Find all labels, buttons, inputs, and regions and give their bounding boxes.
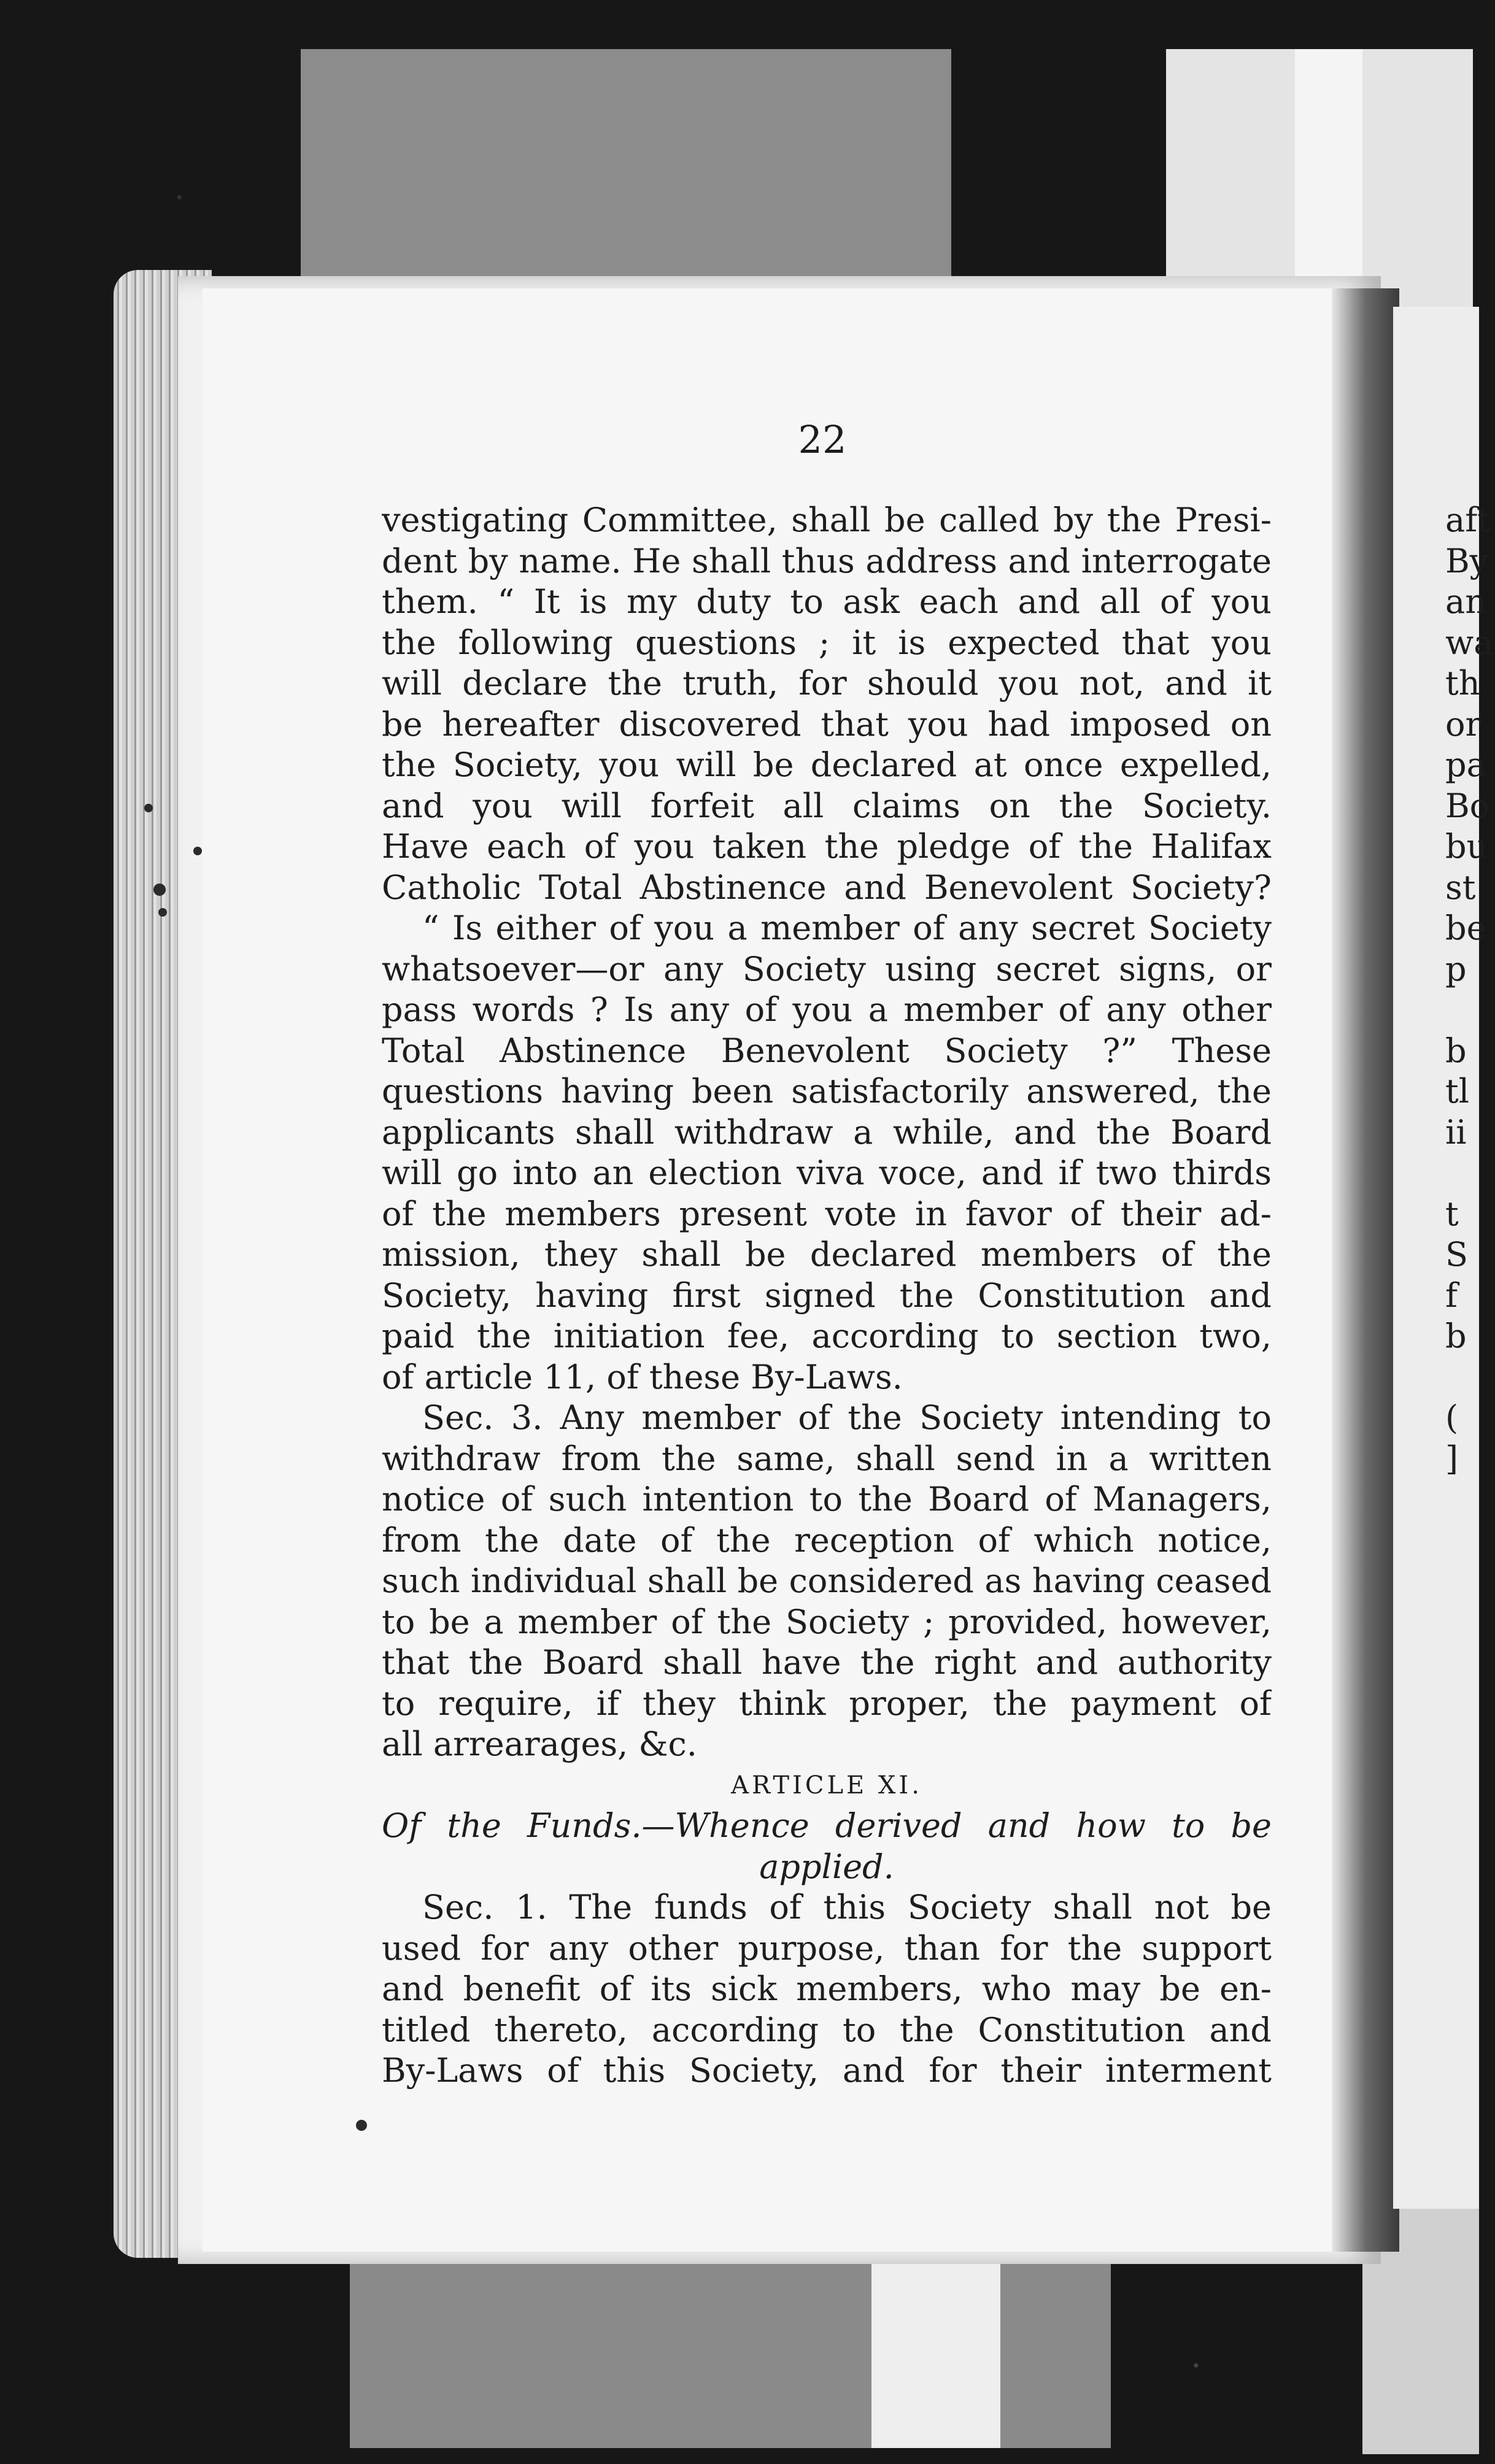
- text-line: “ Is either of you a member of any secret Society: [422, 909, 1272, 947]
- right-page-fragment: aft: [1445, 501, 1491, 539]
- text-line: Total Abstinence Benevolent Society ?” These: [382, 1031, 1272, 1070]
- background-stripe-bottom: [871, 2264, 1000, 2448]
- ink-stain: [356, 2120, 367, 2131]
- text-line: vestigating Committee, shall be called by the Presi-: [382, 501, 1272, 539]
- page-number: 22: [798, 417, 847, 462]
- text-line: dent by name. He shall thus address and interrogate: [382, 541, 1272, 580]
- right-page-fragment: (: [1445, 1398, 1459, 1437]
- text-line: Society, having first signed the Constitution and: [382, 1276, 1272, 1315]
- text-line: will declare the truth, for should you not, and it: [382, 664, 1272, 703]
- text-line: from the date of the reception of which notice,: [382, 1520, 1272, 1560]
- text-line: will go into an election viva voce, and if two thirds: [382, 1153, 1272, 1192]
- right-page-fragment: tl: [1445, 1072, 1469, 1111]
- text-line: Sec. 3. Any member of the Society intending to: [422, 1398, 1272, 1437]
- text-line: Catholic Total Abstinence and Benevolent Society?: [382, 868, 1272, 907]
- text-line: titled thereto, according to the Constitution and: [382, 2010, 1272, 2049]
- text-line: used for any other purpose, than for the support: [382, 1928, 1272, 1968]
- right-page-fragment: b: [1445, 1031, 1467, 1070]
- article-subheading-line: applied.: [759, 1847, 894, 1886]
- text-line: the Society, you will be declared at once expelled,: [382, 745, 1272, 784]
- right-page-fragment: [1445, 1153, 1494, 1194]
- text-line: of article 11, of these By-Laws.: [382, 1357, 903, 1396]
- right-page-fragment: bu: [1445, 827, 1488, 866]
- text-line: to be a member of the Society ; provided, however,: [382, 1602, 1272, 1641]
- text-line: and you will forfeit all claims on the Society.: [382, 786, 1272, 825]
- text-line: them. “ It is my duty to ask each and all of you: [382, 582, 1272, 621]
- text-line: be hereafter discovered that you had imposed on: [382, 704, 1272, 744]
- text-line: applicants shall withdraw a while, and the Board: [382, 1112, 1272, 1152]
- right-page-text-fragments: [1445, 500, 1494, 1479]
- ink-stain: [158, 908, 167, 917]
- ink-stain: [193, 847, 202, 855]
- text-line: of the members present vote in favor of their ad-: [382, 1194, 1272, 1233]
- right-page-fragment: t: [1445, 1194, 1459, 1233]
- right-page-fragment: wa: [1445, 623, 1494, 662]
- text-line: to require, if they think proper, the payment of: [382, 1684, 1272, 1723]
- text-line: questions having been satisfactorily answered, the: [382, 1072, 1272, 1111]
- text-line: notice of such intention to the Board of Managers,: [382, 1480, 1272, 1519]
- text-line: Sec. 1. The funds of this Society shall not be: [422, 1888, 1272, 1927]
- right-page-fragment: be: [1445, 909, 1486, 947]
- text-line: whatsoever—or any Society using secret signs, or: [382, 949, 1272, 988]
- text-line: By-Laws of this Society, and for their interment: [382, 2051, 1272, 2090]
- right-page-fragment: [1445, 1357, 1494, 1398]
- text-line: pass words ? Is any of you a member of any other: [382, 990, 1272, 1029]
- right-page-fragment: f: [1445, 1276, 1458, 1315]
- ink-stain: [153, 884, 166, 896]
- background-grey-top: [301, 49, 951, 295]
- right-page-fragment: st: [1445, 868, 1476, 907]
- right-page-fragment: th: [1445, 664, 1480, 703]
- right-page-fragment: p: [1445, 949, 1467, 988]
- page-body-text: [382, 500, 1272, 2092]
- right-page-fragment: ]: [1445, 1439, 1459, 1478]
- right-page-fragment: Bo: [1445, 786, 1490, 825]
- text-line: such individual shall be considered as having ceased: [382, 1561, 1272, 1600]
- right-page-fragment: an: [1445, 582, 1486, 621]
- right-page-fragment: S: [1445, 1235, 1468, 1274]
- article-subheading-line: Of the Funds.—Whence derived and how to be: [382, 1806, 1272, 1845]
- ink-stain: [144, 804, 153, 812]
- book-gutter: [1332, 288, 1399, 2252]
- article-heading: ARTICLE XI.: [731, 1771, 922, 1800]
- right-page-fragment: pa: [1445, 745, 1486, 784]
- text-line: mission, they shall be declared members of the: [382, 1235, 1272, 1274]
- text-line: that the Board shall have the right and authority: [382, 1643, 1272, 1682]
- text-line: and benefit of its sick members, who may be en-: [382, 1969, 1272, 2008]
- text-line: withdraw from the same, shall send in a written: [382, 1439, 1272, 1478]
- right-page-fragment: b: [1445, 1317, 1467, 1355]
- right-page-fragment: ii: [1445, 1112, 1467, 1152]
- background-stripe-top: [1295, 49, 1362, 307]
- right-page-fragment: [1445, 990, 1494, 1031]
- text-line: the following questions ; it is expected that you: [382, 623, 1272, 662]
- right-page-fragment: or: [1445, 704, 1481, 744]
- text-line: paid the initiation fee, according to section two,: [382, 1317, 1272, 1355]
- text-line: Have each of you taken the pledge of the Halifax: [382, 827, 1272, 866]
- right-page-fragment: By: [1445, 541, 1489, 580]
- text-line: all arrearages, &c.: [382, 1725, 697, 1763]
